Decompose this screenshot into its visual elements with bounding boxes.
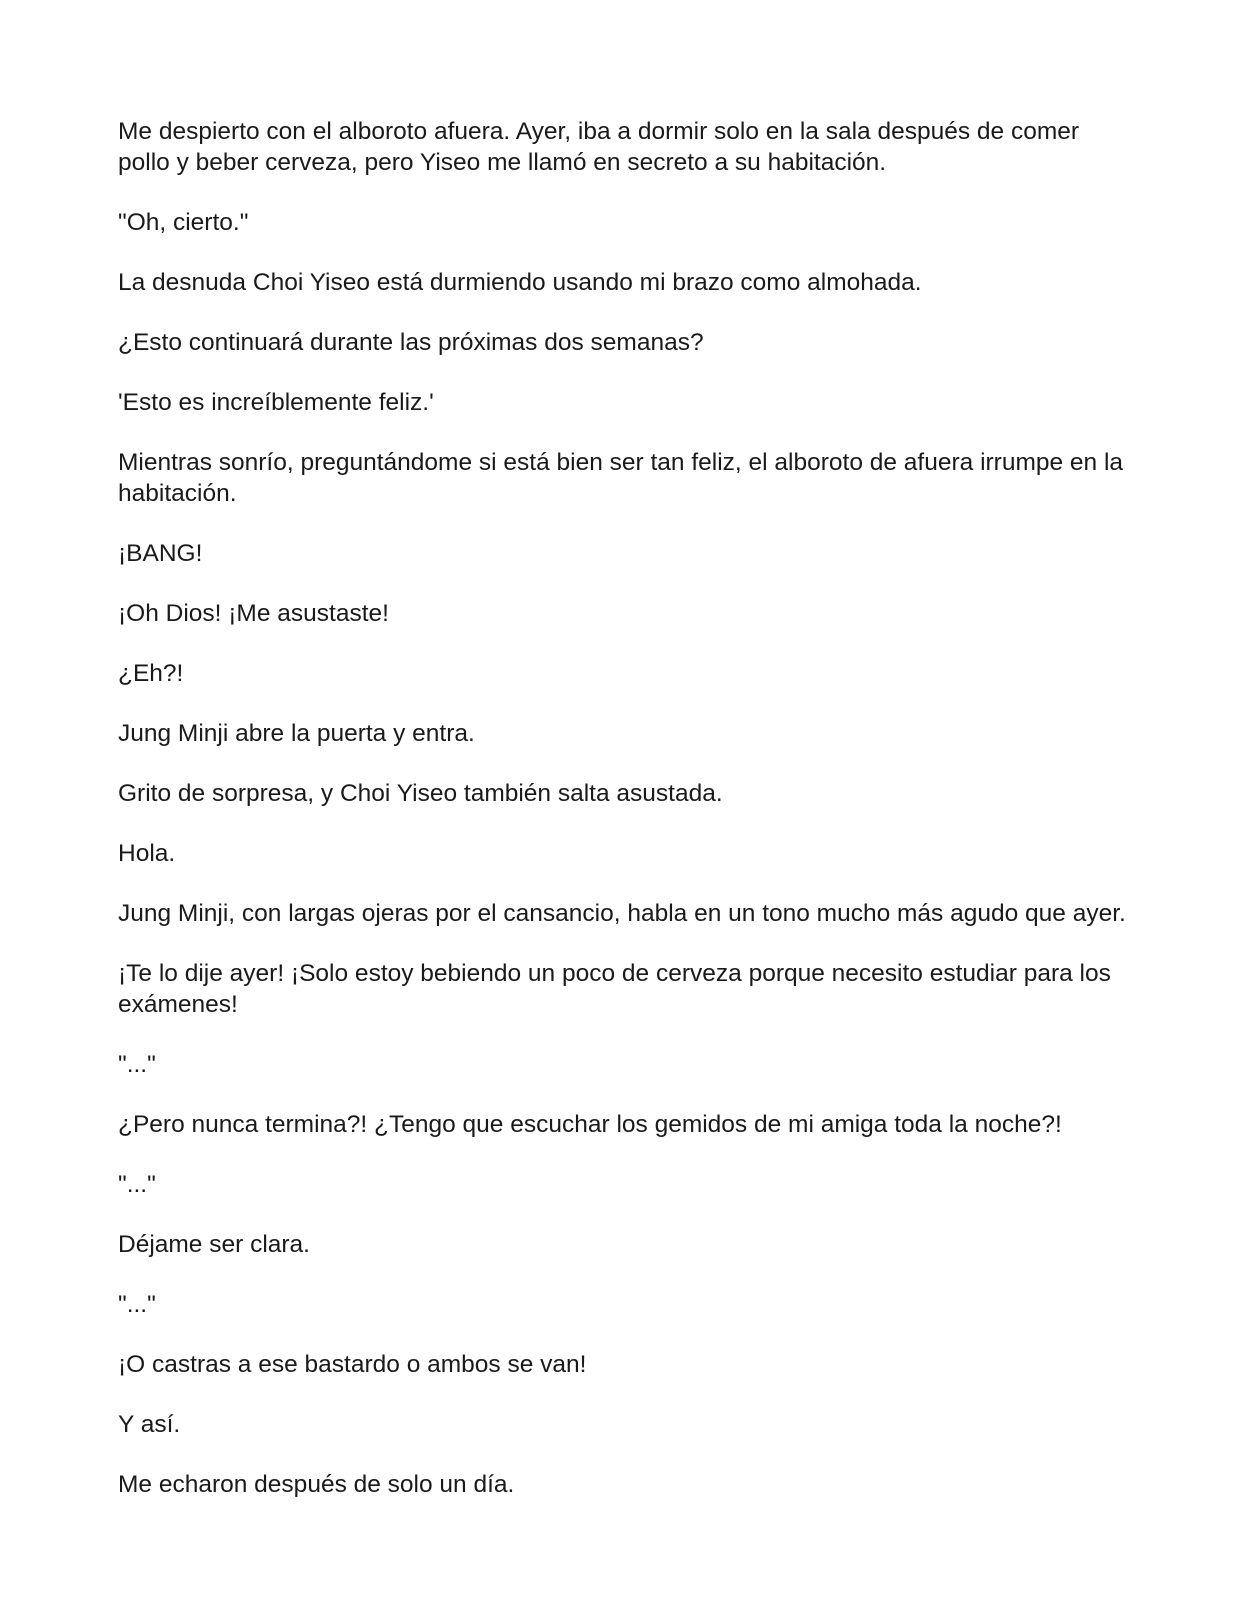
paragraph: ¡O castras a ese bastardo o ambos se van! [118,1351,587,1378]
paragraph: ¿Pero nunca termina?! ¿Tengo que escuchar los gemidos de mi amiga toda la noche?! [118,1111,1062,1138]
paragraph: Grito de sorpresa, y Choi Yiseo también salta asustada. [118,780,723,807]
paragraph: Y así. [118,1411,181,1438]
paragraph: "..." [118,1051,156,1078]
paragraph: "Oh, cierto." [118,209,249,236]
paragraph: ¿Esto continuará durante las próximas dos semanas? [118,329,704,356]
paragraph: ¡Te lo dije ayer! ¡Solo estoy bebiendo un poco de cerveza porque necesito estudiar para los exámenes! [118,960,1111,1018]
paragraph: Déjame ser clara. [118,1231,310,1258]
paragraph: Me despierto con el alboroto afuera. Ayer, iba a dormir solo en la sala después de comer pollo y beber cerveza, pero Yiseo me llamó en secreto a su habitación. [118,118,1080,176]
document-body [118,116,1128,1529]
paragraph: La desnuda Choi Yiseo está durmiendo usando mi brazo como almohada. [118,269,922,296]
paragraph: Jung Minji abre la puerta y entra. [118,720,475,747]
paragraph: 'Esto es increíblemente feliz.' [118,389,434,416]
paragraph: ¡BANG! [118,540,203,567]
paragraph: Mientras sonrío, preguntándome si está bien ser tan feliz, el alboroto de afuera irrumpe en la habitación. [118,449,1124,507]
paragraph: "..." [118,1291,156,1318]
paragraph: ¡Oh Dios! ¡Me asustaste! [118,600,389,627]
paragraph: Jung Minji, con largas ojeras por el cansancio, habla en un tono mucho más agudo que ayer. [118,900,1126,927]
paragraph: Hola. [118,840,176,867]
paragraph: "..." [118,1171,156,1198]
paragraph: ¿Eh?! [118,660,184,687]
paragraph: Me echaron después de solo un día. [118,1471,515,1498]
